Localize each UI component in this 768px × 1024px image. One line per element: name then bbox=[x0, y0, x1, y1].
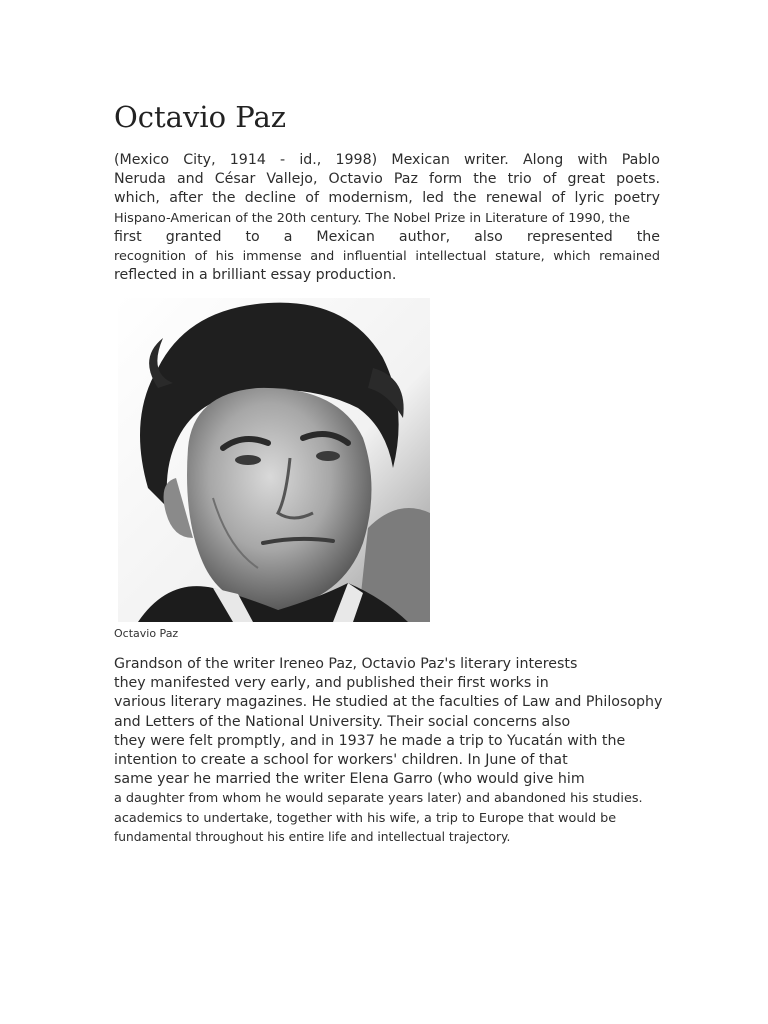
body-line: they manifested very early, and published their first works in bbox=[114, 675, 549, 692]
portrait-photo bbox=[118, 298, 430, 622]
intro-line: Neruda and César Vallejo, Octavio Paz form the trio of great poets. bbox=[114, 171, 660, 188]
body-line: same year he married the writer Elena Garro (who would give him bbox=[114, 771, 585, 788]
body-line: Grandson of the writer Ireneo Paz, Octavio Paz's literary interests bbox=[114, 656, 578, 672]
intro-line: (Mexico City, 1914 - id., 1998) Mexican writer. Along with Pablo bbox=[114, 152, 660, 168]
body-paragraph bbox=[114, 655, 684, 847]
intro-line: Hispano-American of the 20th century. The Nobel Prize in Literature of 1990, the bbox=[114, 210, 630, 226]
body-line: intention to create a school for workers' children. In June of that bbox=[114, 751, 568, 768]
page-title: Octavio Paz bbox=[114, 100, 287, 134]
body-line: academics to undertake, together with his wife, a trip to Europe that would be bbox=[114, 810, 617, 826]
photo-caption: Octavio Paz bbox=[114, 627, 179, 640]
intro-line: which, after the decline of modernism, led the renewal of lyric poetry bbox=[114, 190, 660, 207]
intro-line: recognition of his immense and influential intellectual stature, which remained bbox=[114, 248, 660, 264]
intro-paragraph bbox=[114, 151, 660, 285]
intro-line: first granted to a Mexican author, also represented the bbox=[114, 228, 660, 245]
body-line: a daughter from whom he would separate years later) and abandoned his studies. bbox=[114, 791, 643, 807]
intro-line: reflected in a brilliant essay production. bbox=[114, 267, 397, 284]
body-line: various literary magazines. He studied at the faculties of Law and Philosophy bbox=[114, 694, 663, 711]
body-line: and Letters of the National University. Their social concerns also bbox=[114, 713, 571, 730]
body-line: they were felt promptly, and in 1937 he made a trip to Yucatán with the bbox=[114, 732, 626, 749]
body-line: fundamental throughout his entire life and intellectual trajectory. bbox=[114, 829, 511, 844]
